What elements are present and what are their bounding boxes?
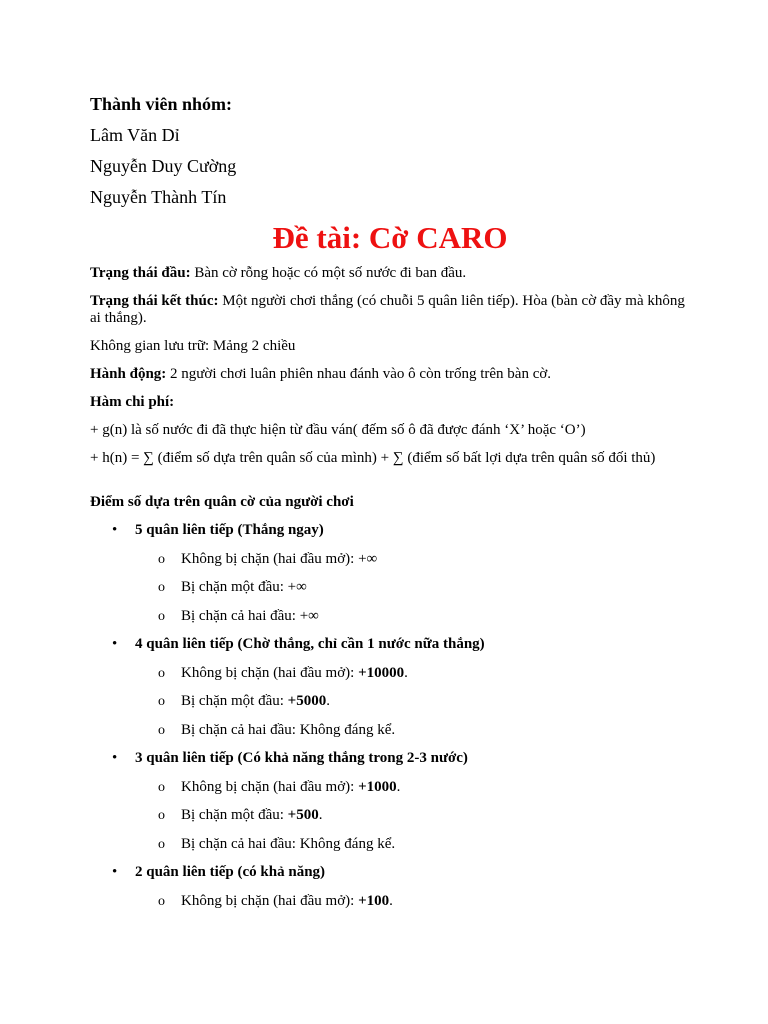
scoring-item (90, 807, 690, 824)
initial-state-text: Bàn cờ rỗng hoặc có một số nước đi ban đầu. (190, 265, 467, 281)
scoring-item-suffix: . (318, 807, 323, 823)
scoring-group-heading (90, 636, 690, 653)
scoring-item-plain-value: +∞ (287, 579, 307, 595)
scoring-item (90, 665, 690, 682)
scoring-item-value: +5000 (287, 693, 327, 709)
circle-bullet-icon: o (158, 893, 165, 909)
scoring-item (90, 608, 690, 625)
scoring-item (90, 693, 690, 710)
circle-bullet-icon: o (158, 551, 165, 567)
bullet-icon: • (112, 864, 118, 880)
scoring-group-heading (90, 522, 690, 539)
scoring-item-label: Bị chặn một đầu: (181, 807, 288, 823)
final-state-label: Trạng thái kết thúc: (90, 293, 219, 309)
scoring-item-plain-value: Không đáng kể. (299, 721, 396, 738)
action-label: Hành động: (90, 366, 167, 382)
scoring-item (90, 779, 690, 796)
scoring-item (90, 893, 690, 910)
scoring-group-heading-text: 4 quân liên tiếp (Chờ thắng, chỉ cần 1 nước nữa thắng) (135, 636, 485, 652)
action-paragraph (90, 366, 690, 383)
scoring-group-heading-text: 3 quân liên tiếp (Có khả năng thắng trong 2-3 nước) (135, 750, 468, 766)
scoring-item-label: Không bị chặn (hai đầu mở): (181, 550, 359, 567)
scoring-list (90, 522, 690, 910)
scoring-item-label: Bị chặn cả hai đầu: (181, 835, 300, 852)
scoring-group (90, 522, 690, 625)
scoring-group (90, 750, 690, 853)
g-function-paragraph: + g(n) là số nước đi đã thực hiện từ đầu ván( đếm số ô đã được đánh ‘X’ hoặc ‘O’) (90, 422, 586, 438)
scoring-group-heading-text: 2 quân liên tiếp (có khả năng) (135, 864, 326, 880)
scoring-item-suffix: . (404, 664, 408, 681)
h-function-paragraph: + h(n) = ∑ (điểm số dựa trên quân số của mình) + ∑ (điểm số bất lợi dựa trên quân số đối thủ) (90, 450, 656, 466)
final-state-paragraph (90, 293, 690, 327)
document-title: Đề tài: Cờ CARO (272, 220, 508, 255)
scoring-item-suffix: . (396, 778, 401, 795)
scoring-group-heading (90, 750, 690, 767)
action-text: 2 người chơi luân phiên nhau đánh vào ô còn trống trên bàn cờ. (166, 366, 552, 382)
scoring-item-value: +100 (358, 892, 390, 909)
scoring-item (90, 836, 690, 853)
scoring-item (90, 579, 690, 596)
circle-bullet-icon: o (158, 836, 165, 852)
scoring-sub-list (90, 551, 690, 625)
scoring-group (90, 636, 690, 739)
member-name: Lâm Văn Dỉ (90, 125, 180, 145)
scoring-item-label: Bị chặn một đầu: (181, 579, 288, 595)
final-state-text: Một người chơi thắng (có chuỗi 5 quân liên tiếp). Hòa (bàn cờ đầy mà không ai thắng). (90, 293, 685, 326)
spacer (90, 478, 690, 494)
scoring-item-label: Bị chặn cả hai đầu: (181, 721, 300, 738)
circle-bullet-icon: o (158, 779, 165, 795)
scoring-item-suffix: . (389, 892, 393, 909)
circle-bullet-icon: o (158, 608, 165, 624)
scoring-item-plain-value: Không đáng kể. (299, 835, 396, 852)
scoring-item-label: Không bị chặn (hai đầu mở): (181, 664, 359, 681)
scoring-group-heading (90, 864, 690, 881)
scoring-item-label: Không bị chặn (hai đầu mở): (181, 778, 359, 795)
document-page (90, 92, 690, 921)
scoring-sub-list (90, 665, 690, 739)
scoring-item-value: +500 (287, 807, 319, 823)
cost-function-label: Hàm chi phí: (90, 394, 175, 410)
scoring-item-suffix: . (326, 693, 330, 709)
scoring-item-value: +1000 (358, 778, 397, 795)
scoring-item (90, 551, 690, 568)
initial-state-paragraph (90, 265, 690, 282)
bullet-icon: • (112, 636, 118, 652)
scoring-item-label: Bị chặn cả hai đầu: (181, 607, 300, 624)
circle-bullet-icon: o (158, 665, 165, 681)
scoring-sub-list (90, 893, 690, 910)
scoring-group-heading-text: 5 quân liên tiếp (Thắng ngay) (135, 522, 324, 538)
scoring-item (90, 722, 690, 739)
scoring-item-label: Không bị chặn (hai đầu mở): (181, 892, 359, 909)
scoring-group (90, 864, 690, 910)
storage-paragraph: Không gian lưu trữ: Mảng 2 chiều (90, 338, 296, 354)
circle-bullet-icon: o (158, 808, 165, 823)
cost-function-heading (90, 394, 690, 411)
circle-bullet-icon: o (158, 580, 165, 595)
scoring-item-plain-value: +∞ (299, 607, 319, 624)
initial-state-label: Trạng thái đầu: (90, 265, 191, 281)
circle-bullet-icon: o (158, 694, 165, 709)
scoring-item-value: +10000 (358, 664, 405, 681)
scoring-item-plain-value: +∞ (358, 550, 378, 567)
scoring-sub-list (90, 779, 690, 853)
member-name: Nguyễn Thành Tín (90, 187, 227, 207)
bullet-icon: • (112, 750, 118, 766)
circle-bullet-icon: o (158, 722, 165, 738)
member-name: Nguyễn Duy Cường (90, 156, 237, 176)
members-heading: Thành viên nhóm: (90, 94, 233, 114)
scoring-item-label: Bị chặn một đầu: (181, 693, 288, 709)
bullet-icon: • (112, 522, 118, 538)
scoring-heading: Điểm số dựa trên quân cờ của người chơi (90, 494, 354, 510)
